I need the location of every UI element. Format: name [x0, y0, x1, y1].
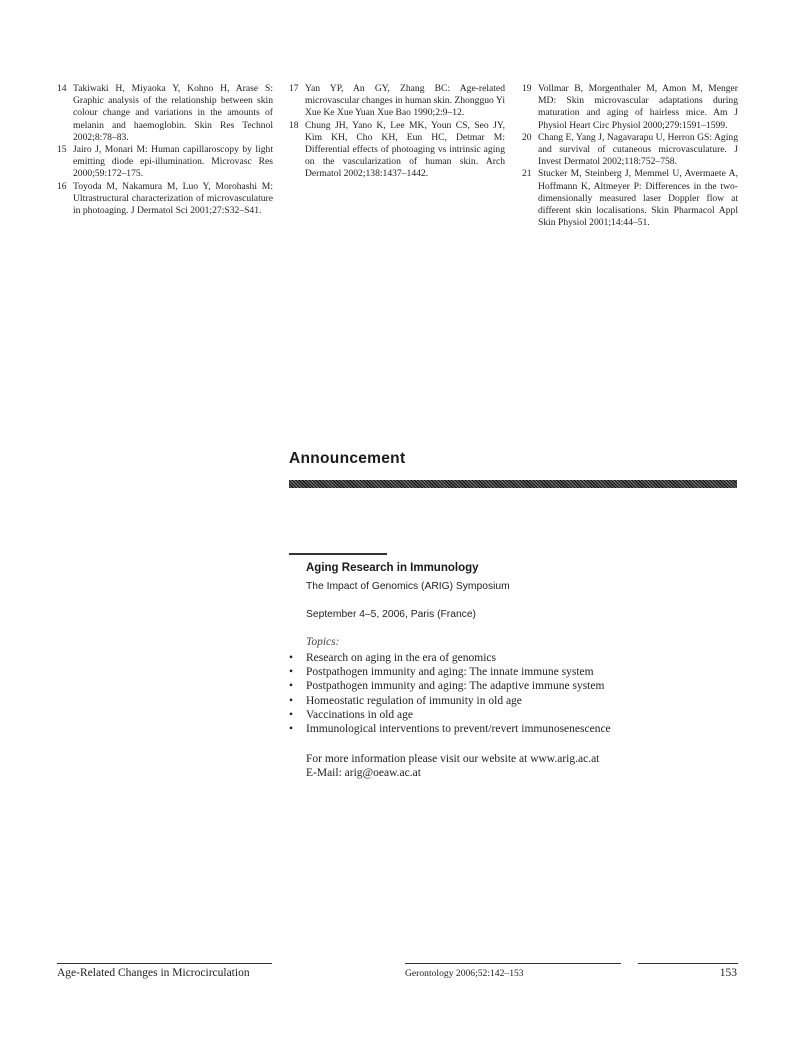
email-line[interactable]: E-Mail: arig@oeaw.ac.at	[306, 767, 421, 780]
reference-item	[522, 83, 738, 132]
reference-number: 16	[57, 180, 67, 192]
reference-item	[522, 132, 738, 169]
bullet-icon: •	[289, 723, 294, 736]
bullet-icon: •	[289, 694, 294, 707]
bullet-icon: •	[289, 652, 294, 664]
reference-text: Chang E, Yang J, Nagavarapu U, Herron GS: Aging and survival of cutaneous microvasculature. J Invest Dermatol 2002;118:752–758.	[538, 131, 738, 168]
footer-rule-left	[57, 963, 272, 964]
reference-text: Takiwaki H, Miyaoka Y, Kohno H, Arase S: Graphic analysis of the relationship between skin colour change and variations in the amounts of melanin and haemoglobin. Skin Res Technol 2002;8:78–83.	[73, 83, 273, 143]
bullet-icon: •	[289, 666, 294, 679]
list-item	[289, 665, 749, 679]
contact-info	[306, 752, 599, 780]
reference-number: 18	[289, 119, 299, 131]
topic-text: Immunological interventions to prevent/revert immunosenescence	[306, 723, 611, 736]
reference-item	[289, 83, 505, 120]
topics-label: Topics:	[306, 636, 340, 648]
topic-text: Research on aging in the era of genomics	[306, 652, 497, 664]
journal-citation: Gerontology 2006;52:142–153	[405, 968, 524, 979]
reference-number: 21	[522, 168, 532, 180]
reference-item	[522, 168, 738, 229]
event-title: Aging Research in Immunology	[306, 562, 479, 574]
section-rule	[289, 553, 387, 555]
reference-text: Jairo J, Monari M: Human capillaroscopy by light emitting diode epi-illumination. Microvasc Res 2000;59:172–175.	[73, 144, 273, 180]
list-item	[289, 651, 749, 665]
reference-number: 20	[522, 131, 532, 143]
announcement-heading: Announcement	[289, 450, 406, 467]
topic-text: Postpathogen immunity and aging: The adaptive immune system	[306, 680, 605, 693]
reference-text: Yan YP, An GY, Zhang BC: Age-related microvascular changes in human skin. Zhongguo Yi Xue Ke Xue Yuan Xue Bao 1990;2:9–12.	[305, 83, 505, 119]
reference-item	[57, 83, 273, 144]
hatched-divider-bar	[289, 480, 737, 488]
reference-text: Vollmar B, Morgenthaler M, Amon M, Menger MD: Skin microvascular adaptations during maturation and aging of hairless mice. Am J Physiol Heart Circ Physiol 2000;279:1591–1599.	[538, 83, 738, 131]
reference-number: 17	[289, 83, 299, 94]
reference-number: 19	[522, 83, 532, 94]
references-column-3	[522, 83, 738, 229]
list-item	[289, 708, 749, 722]
reference-item	[57, 181, 273, 218]
topic-text: Vaccinations in old age	[306, 708, 413, 721]
event-subtitle: The Impact of Genomics (ARIG) Symposium	[306, 581, 510, 592]
event-date: September 4–5, 2006, Paris (France)	[306, 609, 476, 620]
references-column-1	[57, 83, 273, 217]
footer-rule-middle	[405, 963, 621, 964]
references-column-2	[289, 83, 505, 181]
website-line[interactable]: For more information please visit our website at www.arig.ac.at	[306, 753, 600, 765]
reference-number: 14	[57, 83, 67, 94]
reference-text: Stucker M, Steinberg J, Memmel U, Avermaete A, Hoffmann K, Altmeyer P: Differences in the two-dimensionally measured laser Doppler flow at different skin localisations. Skin Pharmacol Appl Skin Physiol 2001;14:44–51.	[538, 168, 738, 229]
bullet-icon: •	[289, 708, 294, 721]
page-number: 153	[719, 967, 737, 979]
list-item	[289, 694, 749, 708]
bullet-icon: •	[289, 680, 294, 693]
reference-number: 15	[57, 144, 67, 156]
list-item	[289, 722, 749, 736]
topic-text: Postpathogen immunity and aging: The innate immune system	[306, 666, 594, 679]
reference-text: Chung JH, Yano K, Lee MK, Youn CS, Seo JY, Kim KH, Cho KH, Eun HC, Detmar M: Differential effects of photoaging vs intrinsic aging on the vascularization of human skin. Arch Dermatol 2002;138:1437–1442.	[305, 119, 505, 180]
reference-text: Toyoda M, Nakamura M, Luo Y, Morohashi M: Ultrastructural characterization of microvasculature in photoaging. J Dermatol Sci 2001;27:S32–S41.	[73, 180, 273, 217]
running-title: Age-Related Changes in Microcirculation	[57, 967, 250, 979]
list-item	[289, 679, 749, 693]
topic-text: Homeostatic regulation of immunity in old age	[306, 694, 522, 707]
reference-item	[57, 144, 273, 181]
footer-rule-right	[638, 963, 738, 964]
topics-list	[289, 651, 749, 736]
reference-item	[289, 120, 505, 181]
